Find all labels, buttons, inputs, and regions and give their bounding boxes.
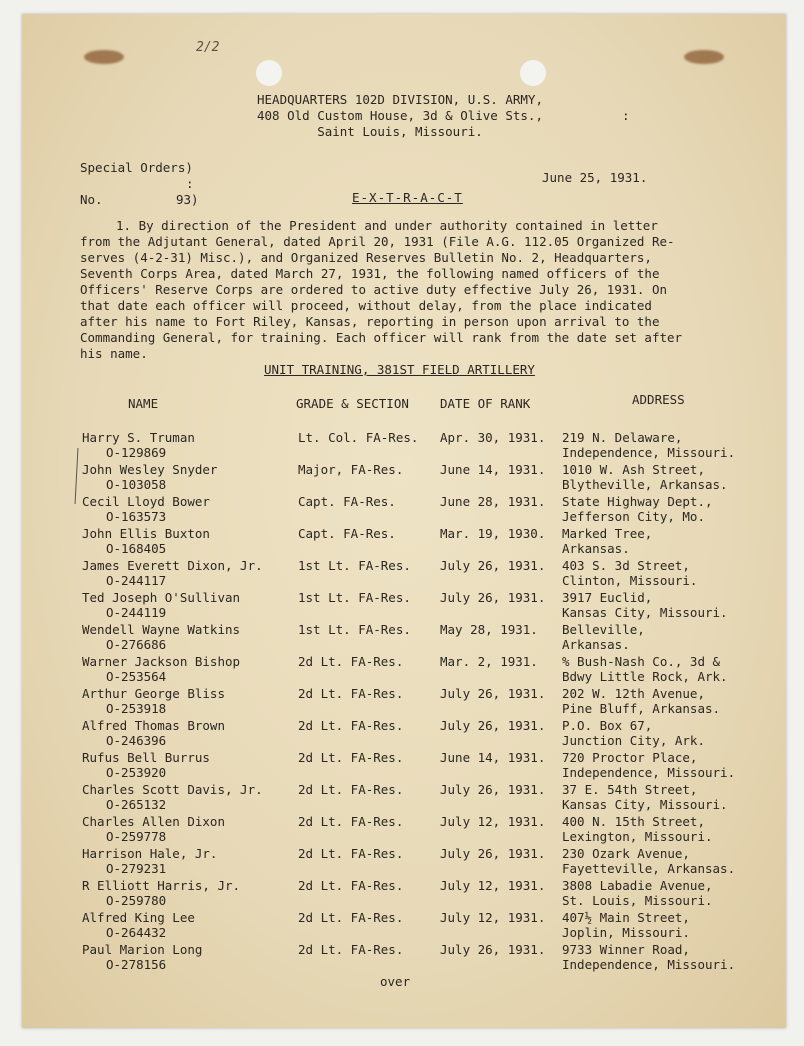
officer-serial: O-253918: [106, 701, 167, 716]
page-turn-note: over: [380, 974, 411, 989]
officer-row: [0, 622, 764, 654]
officer-row: [0, 750, 764, 782]
officer-row: [0, 878, 764, 910]
officer-grade: Major, FA-Res.: [298, 462, 404, 477]
officer-serial: O-265132: [106, 797, 167, 812]
paragraph-line: his name.: [80, 346, 148, 361]
officer-address-line-1: 720 Proctor Place,: [562, 750, 698, 765]
officer-address-line-1: 9733 Winner Road,: [562, 942, 690, 957]
officer-address-line-1: Marked Tree,: [562, 526, 653, 541]
officer-address-line-1: 202 W. 12th Avenue,: [562, 686, 705, 701]
officer-name: Paul Marion Long: [82, 942, 203, 957]
officer-grade: 2d Lt. FA-Res.: [298, 686, 404, 701]
officer-name: Wendell Wayne Watkins: [82, 622, 241, 637]
page-number: 2/2: [196, 40, 220, 55]
officer-name: Alfred Thomas Brown: [82, 718, 225, 733]
officer-row: [0, 526, 764, 558]
header-line-3: Saint Louis, Missouri.: [317, 124, 483, 139]
officer-row: [0, 814, 764, 846]
officer-row: [0, 654, 764, 686]
officer-serial: O-246396: [106, 733, 167, 748]
officer-serial: O-163573: [106, 509, 167, 524]
officer-address-line-2: Lexington, Missouri.: [562, 829, 713, 844]
officer-name: R Elliott Harris, Jr.: [82, 878, 241, 893]
officer-serial: O-103058: [106, 477, 167, 492]
officer-address-line-2: Arkansas.: [562, 637, 630, 652]
rust-stain: [684, 50, 724, 64]
officer-row: [0, 910, 764, 942]
officer-name: Charles Allen Dixon: [82, 814, 225, 829]
officer-address-line-2: Arkansas.: [562, 541, 630, 556]
officer-name: John Ellis Buxton: [82, 526, 210, 541]
orders-no-value: 93): [176, 192, 199, 207]
orders-colon: :: [186, 176, 194, 191]
officer-row: [0, 846, 764, 878]
officer-rank-date: July 12, 1931.: [440, 878, 546, 893]
punch-hole: [256, 60, 282, 86]
officer-serial: O-276686: [106, 637, 167, 652]
officer-grade: 2d Lt. FA-Res.: [298, 718, 404, 733]
officer-rank-date: July 26, 1931.: [440, 590, 546, 605]
officer-name: Charles Scott Davis, Jr.: [82, 782, 263, 797]
officer-name: Arthur George Bliss: [82, 686, 225, 701]
officer-rank-date: Mar. 2, 1931.: [440, 654, 538, 669]
paragraph-line: from the Adjutant General, dated April 20, 1931 (File A.G. 112.05 Organized Re-: [80, 234, 675, 249]
order-paragraph: [80, 218, 740, 362]
order-date: June 25, 1931.: [542, 170, 648, 185]
officer-name: Ted Joseph O'Sullivan: [82, 590, 241, 605]
officer-address-line-2: Fayetteville, Arkansas.: [562, 861, 736, 876]
officer-rank-date: May 28, 1931.: [440, 622, 538, 637]
officer-grade: 2d Lt. FA-Res.: [298, 910, 404, 925]
extract-title: E-X-T-R-A-C-T: [352, 190, 463, 205]
officer-serial: O-244119: [106, 605, 167, 620]
officer-address-line-1: 219 N. Delaware,: [562, 430, 683, 445]
officer-serial: O-253564: [106, 669, 167, 684]
officer-rank-date: July 26, 1931.: [440, 558, 546, 573]
officer-grade: 1st Lt. FA-Res.: [298, 558, 411, 573]
officer-address-line-1: 37 E. 54th Street,: [562, 782, 698, 797]
officer-row: [0, 942, 764, 974]
column-header-name: NAME: [128, 396, 159, 411]
officer-address-line-2: Kansas City, Missouri.: [562, 605, 728, 620]
officer-name: Harry S. Truman: [82, 430, 195, 445]
paragraph-line: that date each officer will proceed, without delay, from the place indicated: [80, 298, 652, 313]
officer-name: Warner Jackson Bishop: [82, 654, 241, 669]
officer-row: [0, 558, 764, 590]
officer-rank-date: July 26, 1931.: [440, 686, 546, 701]
stray-colon: :: [622, 108, 630, 123]
officer-row: [0, 430, 764, 462]
paragraph-line: 1. By direction of the President and under authority contained in letter: [116, 218, 658, 233]
officer-address-line-2: Bdwy Little Rock, Ark.: [562, 669, 728, 684]
officer-row: [0, 494, 764, 526]
officer-address-line-1: 403 S. 3d Street,: [562, 558, 690, 573]
officer-grade: 2d Lt. FA-Res.: [298, 846, 404, 861]
officer-rank-date: July 26, 1931.: [440, 782, 546, 797]
officer-grade: 2d Lt. FA-Res.: [298, 782, 404, 797]
officer-address-line-2: Independence, Missouri.: [562, 765, 736, 780]
officer-address-line-2: Jefferson City, Mo.: [562, 509, 705, 524]
officer-name: John Wesley Snyder: [82, 462, 218, 477]
officer-rank-date: Mar. 19, 1930.: [440, 526, 546, 541]
officer-rank-date: July 26, 1931.: [440, 718, 546, 733]
officer-grade: Lt. Col. FA-Res.: [298, 430, 419, 445]
paragraph-line: serves (4-2-31) Misc.), and Organized Reserves Bulletin No. 2, Headquarters,: [80, 250, 652, 265]
officer-grade: 2d Lt. FA-Res.: [298, 942, 404, 957]
punch-hole: [520, 60, 546, 86]
officer-rank-date: Apr. 30, 1931.: [440, 430, 546, 445]
officer-address-line-2: St. Louis, Missouri.: [562, 893, 713, 908]
officer-serial: O-278156: [106, 957, 167, 972]
officer-address-line-2: Joplin, Missouri.: [562, 925, 690, 940]
officer-address-line-2: Pine Bluff, Arkansas.: [562, 701, 721, 716]
officer-name: Cecil Lloyd Bower: [82, 494, 210, 509]
officer-serial: O-244117: [106, 573, 167, 588]
officer-grade: 2d Lt. FA-Res.: [298, 750, 404, 765]
officer-name: Rufus Bell Burrus: [82, 750, 210, 765]
officer-serial: O-279231: [106, 861, 167, 876]
officer-grade: Capt. FA-Res.: [298, 526, 396, 541]
officer-grade: 2d Lt. FA-Res.: [298, 654, 404, 669]
officer-grade: Capt. FA-Res.: [298, 494, 396, 509]
officer-name: Alfred King Lee: [82, 910, 195, 925]
header-line-1: HEADQUARTERS 102D DIVISION, U.S. ARMY,: [257, 92, 543, 107]
orders-no-label: No.: [80, 192, 103, 207]
officer-rank-date: July 12, 1931.: [440, 814, 546, 829]
officer-address-line-1: Belleville,: [562, 622, 645, 637]
officer-address-line-1: % Bush-Nash Co., 3d &: [562, 654, 721, 669]
officer-grade: 1st Lt. FA-Res.: [298, 590, 411, 605]
officer-address-line-1: 3917 Euclid,: [562, 590, 653, 605]
officer-rank-date: July 12, 1931.: [440, 910, 546, 925]
officer-serial: O-259778: [106, 829, 167, 844]
officer-rank-date: July 26, 1931.: [440, 942, 546, 957]
section-title: UNIT TRAINING, 381ST FIELD ARTILLERY: [264, 362, 535, 377]
paragraph-line: after his name to Fort Riley, Kansas, reporting in person upon arrival to the: [80, 314, 660, 329]
officer-address-line-2: Blytheville, Arkansas.: [562, 477, 728, 492]
special-orders-label: Special Orders): [80, 160, 193, 175]
officer-grade: 2d Lt. FA-Res.: [298, 814, 404, 829]
rust-stain: [84, 50, 124, 64]
officer-name: Harrison Hale, Jr.: [82, 846, 218, 861]
officer-row: [0, 462, 764, 494]
officer-address-line-2: Clinton, Missouri.: [562, 573, 698, 588]
paragraph-line: Officers' Reserve Corps are ordered to active duty effective July 26, 1931. On: [80, 282, 667, 297]
officer-grade: 2d Lt. FA-Res.: [298, 878, 404, 893]
officer-serial: O-168405: [106, 541, 167, 556]
officer-row: [0, 782, 764, 814]
officer-rank-date: June 28, 1931.: [440, 494, 546, 509]
column-header-address: ADDRESS: [632, 392, 685, 407]
officer-name: James Everett Dixon, Jr.: [82, 558, 263, 573]
officer-address-line-1: P.O. Box 67,: [562, 718, 653, 733]
officer-address-line-2: Kansas City, Missouri.: [562, 797, 728, 812]
officer-address-line-1: 3808 Labadie Avenue,: [562, 878, 713, 893]
officer-address-line-2: Junction City, Ark.: [562, 733, 705, 748]
officer-serial: O-259780: [106, 893, 167, 908]
officer-row: [0, 718, 764, 750]
officer-grade: 1st Lt. FA-Res.: [298, 622, 411, 637]
officer-serial: O-264432: [106, 925, 167, 940]
officer-address-line-1: State Highway Dept.,: [562, 494, 713, 509]
column-header-rank-date: DATE OF RANK: [440, 396, 531, 411]
column-header-grade: GRADE & SECTION: [296, 396, 409, 411]
officer-serial: O-253920: [106, 765, 167, 780]
officer-address-line-1: 1010 W. Ash Street,: [562, 462, 705, 477]
officer-row: [0, 686, 764, 718]
officer-address-line-1: 407½ Main Street,: [562, 910, 690, 925]
paragraph-line: Commanding General, for training. Each officer will rank from the date set after: [80, 330, 683, 345]
officer-address-line-1: 230 Ozark Avenue,: [562, 846, 690, 861]
officer-rank-date: June 14, 1931.: [440, 462, 546, 477]
officer-row: [0, 590, 764, 622]
officer-serial: O-129869: [106, 445, 167, 460]
header-line-2: 408 Old Custom House, 3d & Olive Sts.,: [257, 108, 543, 123]
officer-address-line-1: 400 N. 15th Street,: [562, 814, 705, 829]
officer-rank-date: July 26, 1931.: [440, 846, 546, 861]
officer-address-line-2: Independence, Missouri.: [562, 445, 736, 460]
paragraph-line: Seventh Corps Area, dated March 27, 1931, the following named officers of the: [80, 266, 660, 281]
officer-rank-date: June 14, 1931.: [440, 750, 546, 765]
officer-address-line-2: Independence, Missouri.: [562, 957, 736, 972]
